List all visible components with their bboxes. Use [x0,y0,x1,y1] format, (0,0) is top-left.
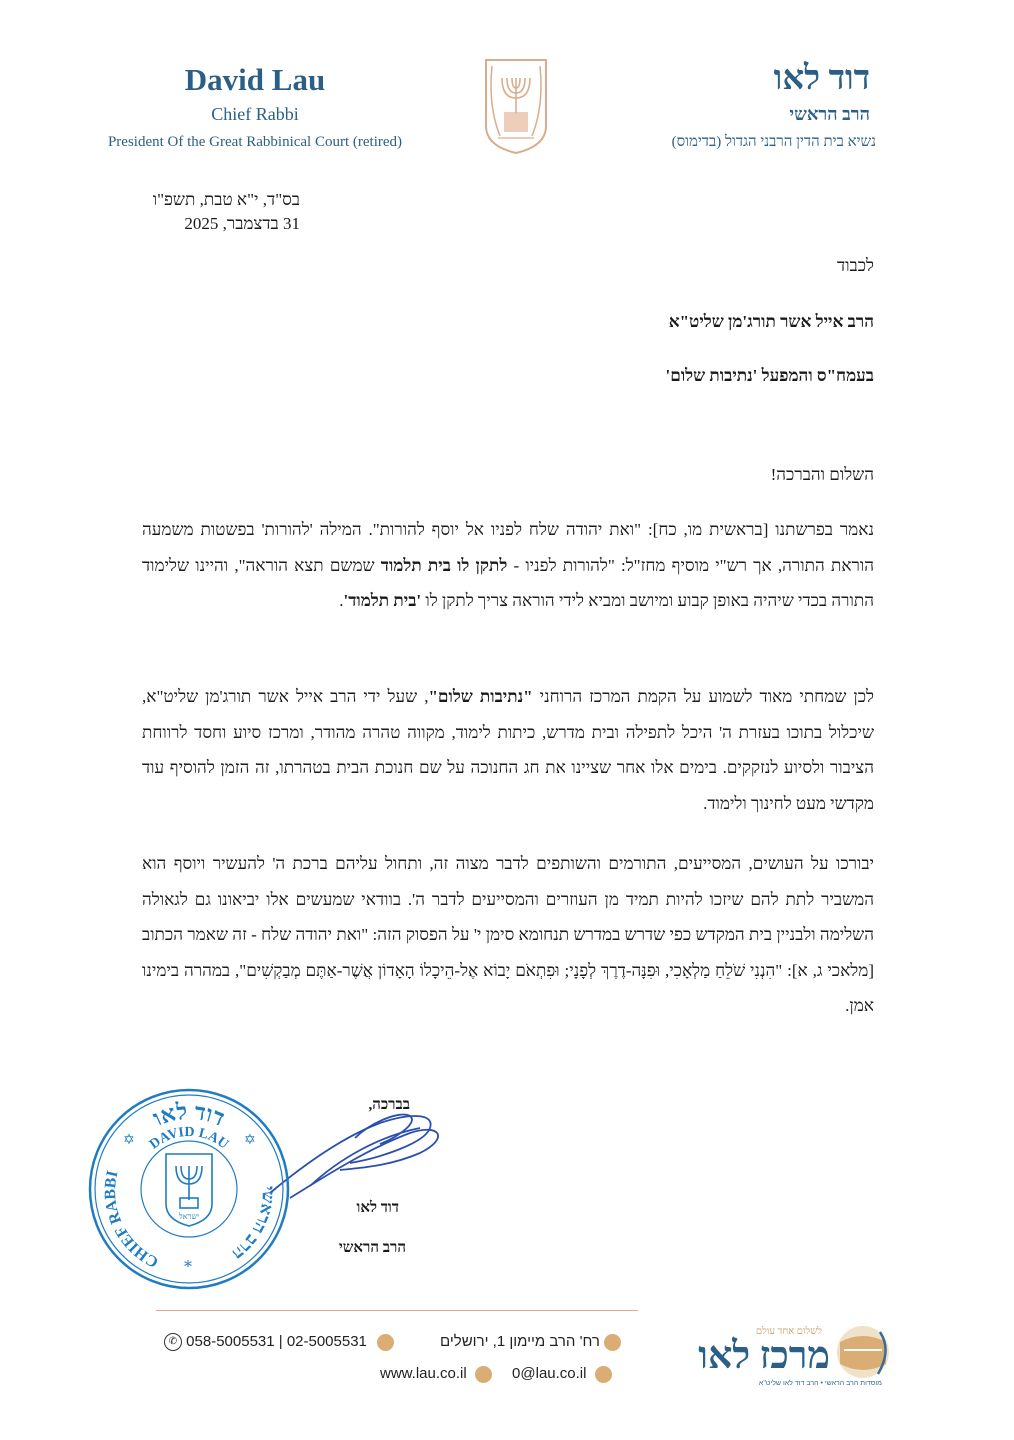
phone-numbers[interactable]: 058-5005531 | 02-5005531 [186,1333,367,1350]
location-pin-icon [604,1334,621,1351]
email-icon [595,1366,612,1383]
whatsapp-icon: ✆ [164,1333,182,1351]
signer-name: דוד לאו [356,1200,399,1216]
english-name: David Lau [184,62,326,97]
paragraph-3: יבורכו על העושים, המסייעים, התורמים והשותפים לדבר מצוה זה, ותחול עליהם ברכת ה' להעשיר ויוסף הוא המשביר לתת להם שיזכו להיות תמיד מן העוזרים והמסייעים לדבר ה'. בוודאי שמעשים אלו יביאונו גם לגאולה השלימה ולבניין בית המקדש כפי שדרש במדרש תנחומא סימן י' על הפסוק הזה: "ואת יהודה שלח - זה שאמר הכתוב [מלאכי ג, א]: "הִנְנִי שֹׁלֵחַ מַלְאָכִי, וּפִנָּה-דֶרֶךְ לְפָנָי; וּפִתְאֹם יָבוֹא אֶל-הֵיכָלוֹ הָאָדוֹן אֲשֶׁר-אַתֶּם מְבַקְשִׁים", במהרה בימינו אמן. [142,854,874,1015]
signer-title: הרב הראשי [338,1240,406,1256]
hebrew-name: דוד לאו [773,60,870,97]
stamp-english-left: CHIEF RABBI [101,1169,162,1271]
gregorian-date: 31 בדצמבר, 2025 [184,214,300,233]
p1-text-c: שמשם תצא הוראה", והיינו שלימוד התורה בכדי שיהיה באופן קבוע ומיושב ומביא לידי הוראה צריך לתקן לו [142,555,874,610]
stamp-asterisk-icon: * [184,1257,192,1276]
logo-subtext: מוסדות הרב הראשי • הרב דוד לאו שליט"א [758,1380,882,1387]
footer-divider [156,1310,638,1311]
p2-text-c: , שעל ידי הרב אייל אשר תורג'מן שליט"א, שיכלול בתוכו בעזרת ה' היכל לתפילה ובית מדרש, כיתות לימוד, מקווה טהרה מהודר, ומרכז סיוע וחסד לרווחת הציבור ולסיוע לנזקקים. בימים אלו אחר שציינו את חג החנוכה על שם חנוכת הבית בטהרתו, זה הזמן להוסיף עוד מקדשי מעט לחינוך ולימוד. [142,687,874,813]
p1-bold-d: 'בית תלמוד' [343,591,422,610]
paragraph-2 [142,679,874,821]
addressee-org: בעמח"ס והמפעל 'נתיבות שלום' [665,366,874,385]
stamp-hebrew-right: הרב הראשי [228,1185,279,1264]
honor-line: לכבוד [837,256,874,275]
logo-main-text: מרכז לאו [698,1335,830,1377]
hebrew-president-line: נשיא בית הדין הרבני הגדול (בדימוס) [671,134,876,150]
stamp-star-icon: ✡ [123,1132,135,1148]
p1-text-e: . [339,591,344,610]
hebrew-date: בס"ד, י"א טבת, תשפ"ו [152,190,300,209]
p2-text-a: לכן שמחתי מאוד לשמוע על הקמת המרכז הרוחני [532,687,874,706]
address-text: רח' הרב מיימון 1, ירושלים [440,1333,600,1350]
address-row [440,1333,621,1351]
globe-icon [475,1366,492,1383]
p1-bold-b: לתקן לו בית תלמוד [380,555,508,575]
official-stamp [86,1086,292,1292]
website-link[interactable]: www.lau.co.il [380,1365,467,1382]
blessing: בברכה, [368,1097,410,1113]
stamp-star-icon: ✡ [244,1132,256,1148]
english-title: Chief Rabbi [211,104,299,124]
state-emblem-icon [480,56,552,156]
p2-bold-b: "נתיבות שלום" [428,687,533,706]
phone-icon [377,1334,394,1351]
hebrew-title: הרב הראשי [789,104,870,124]
logo-tagline: לשלום אחד עולם [755,1326,822,1337]
greeting: השלום והברכה! [770,465,874,484]
phones-row [164,1333,394,1351]
stamp-emblem-text: ישראל [178,1212,200,1221]
merkaz-lau-logo [652,1320,912,1400]
addressee-name: הרב אייל אשר תורג'מן שליט"א [668,312,874,331]
english-president-line: President Of the Great Rabbinical Court (retired) [107,134,403,150]
paragraph-1 [142,512,874,619]
web-row [380,1365,612,1383]
globe-logo-icon [832,1320,894,1384]
p1-text-a: נאמר בפרשתנו [בראשית מו, כח]: "ואת יהודה שלח לפניו אל יוסף להורות". המילה 'להורות' בפשטות משמעה הוראת התורה, אך רש"י מוסיף מחז"ל: "להורות לפניו - [142,520,874,575]
date-block [100,188,300,236]
stamp-hebrew-top: דוד לאו [149,1098,229,1131]
email-link[interactable]: 0@lau.co.il [512,1365,587,1382]
stamp-english-top: DAVID LAU [147,1124,231,1153]
